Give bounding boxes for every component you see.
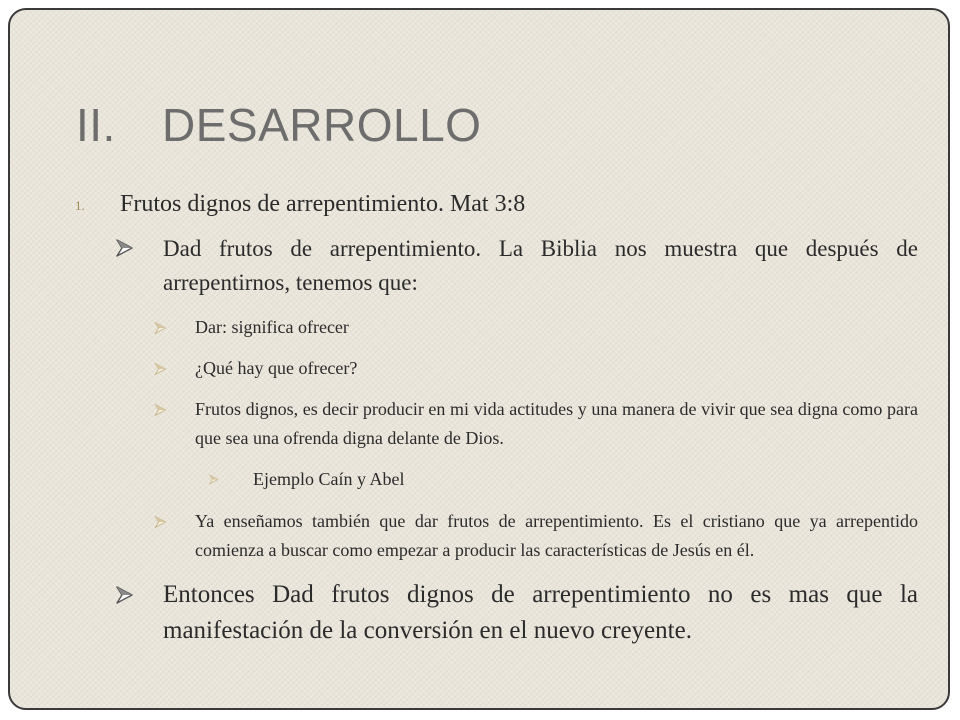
sub-bullet-item [68, 395, 918, 453]
sub-bullet-text: ¿Qué hay que ofrecer? [195, 358, 358, 378]
sub-bullet-item [68, 354, 918, 383]
title-text: DESARROLLO [162, 99, 482, 151]
sub-bullet-text: Dar: significa ofrecer [195, 317, 349, 337]
title-number: II. [76, 99, 116, 151]
bullet-text: Dad frutos de arrepentimiento. La Biblia nos muestra que después de arrepentirnos, tenemos que: [163, 236, 918, 295]
arrowhead-bullet-icon [153, 507, 167, 529]
sub-sub-bullet-item [68, 465, 918, 494]
bullet-item [68, 232, 918, 300]
slide-body [68, 186, 918, 662]
arrowhead-bullet-icon [114, 577, 134, 605]
numbered-item [68, 186, 918, 222]
item-text: Frutos dignos de arrepentimiento. Mat 3:8 [120, 191, 526, 217]
arrowhead-bullet-icon [208, 465, 219, 485]
slide-title [76, 99, 482, 151]
arrowhead-bullet-icon [153, 354, 167, 376]
item-number: 1. [75, 198, 85, 213]
sub-sub-bullet-text: Ejemplo Caín y Abel [253, 469, 405, 489]
arrowhead-bullet-icon [114, 232, 134, 258]
sub-bullet-item [68, 313, 918, 342]
sub-bullet-text: Ya enseñamos también que dar frutos de arrepentimiento. Es el cristiano que ya arrepentido comienza a buscar como empezar a producir las características de Jesús en él. [195, 511, 918, 560]
sub-bullet-text: Frutos dignos, es decir producir en mi vida actitudes y una manera de vivir que sea digna como para que sea una ofrenda digna delante de Dios. [195, 399, 918, 448]
arrowhead-bullet-icon [153, 395, 167, 417]
sub-bullet-item [68, 507, 918, 565]
slide-frame [8, 8, 950, 710]
arrowhead-bullet-icon [153, 313, 167, 335]
bullet-text: Entonces Dad frutos dignos de arrepentimiento no es mas que la manifestación de la conversión en el nuevo creyente. [163, 581, 918, 644]
bullet-item [68, 577, 918, 649]
